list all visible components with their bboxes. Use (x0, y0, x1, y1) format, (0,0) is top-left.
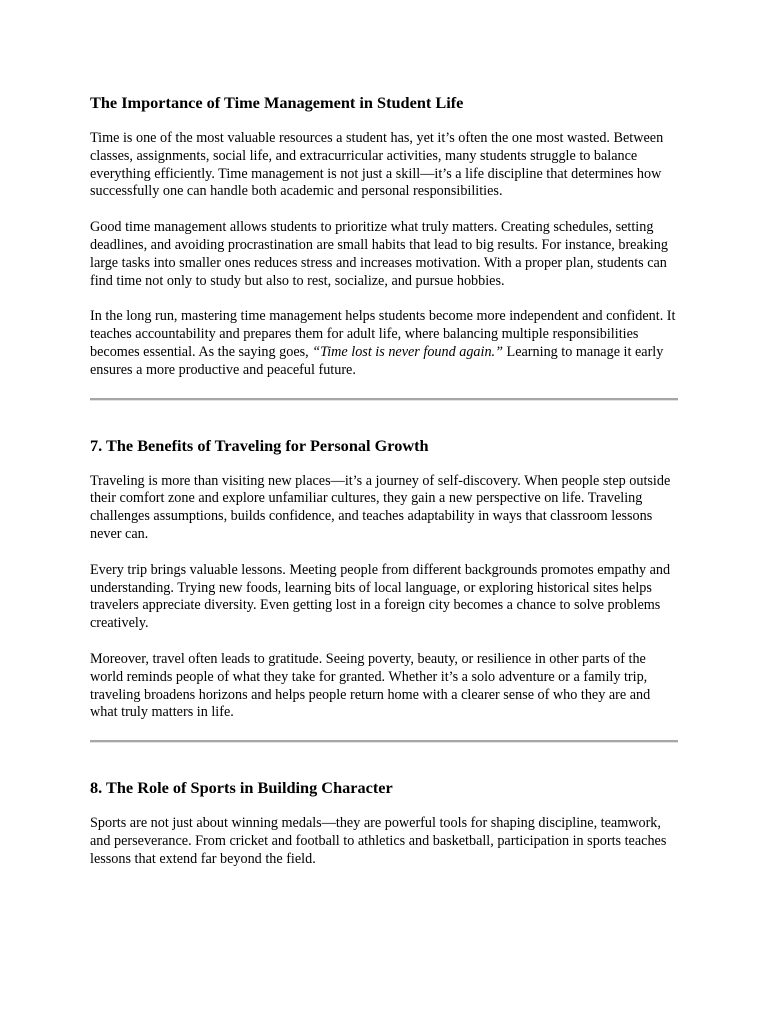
horizontal-divider (90, 398, 678, 401)
paragraph: Traveling is more than visiting new places—it’s a journey of self-discovery. When people step outside their comfort zone and explore unfamiliar cultures, they gain a new perspective on life. Traveling challenges assumptions, builds confidence, and teaches adaptability in ways that classroom lessons never can. (90, 472, 671, 542)
paragraph: Every trip brings valuable lessons. Meeting people from different backgrounds promotes empathy and understanding. Trying new foods, learning bits of local language, or exploring historical sites helps travelers appreciate diversity. Even getting lost in a foreign city becomes a chance to solve problems creatively. (90, 561, 671, 632)
horizontal-divider (90, 740, 678, 743)
document-page (90, 92, 678, 887)
quote: “Time lost is never found again.” (312, 343, 503, 360)
section-heading: The Importance of Time Management in Student Life (90, 93, 464, 112)
paragraph (90, 308, 678, 379)
paragraph-text: Learning to manage it early ensures a more productive and peaceful future. (90, 343, 664, 378)
section-heading: 7. The Benefits of Traveling for Personal Growth (90, 435, 429, 455)
section-sports (90, 777, 678, 868)
paragraph: Sports are not just about winning medals—they are powerful tools for shaping discipline, teamwork, and perseverance. From cricket and football to athletics and basketball, participation in sports teaches lessons that extend far beyond the field. (90, 815, 667, 867)
paragraph-text: In the long run, mastering time management helps students become more independent and confident. It teaches accountability and prepares them for adult life, where balancing multiple responsibilities becomes essential. As the saying goes, (90, 308, 676, 360)
section-traveling (90, 435, 678, 723)
paragraph: Good time management allows students to prioritize what truly matters. Creating schedules, setting deadlines, and avoiding procrastination are small habits that lead to big results. For instance, breaking large tasks into smaller ones reduces stress and increases motivation. With a proper plan, students can find time not only to study but also to rest, socialize, and pursue hobbies. (90, 219, 668, 289)
section-time-management (90, 92, 678, 380)
paragraph: Moreover, travel often leads to gratitude. Seeing poverty, beauty, or resilience in other parts of the world reminds people of what they take for granted. Whether it’s a solo adventure or a family trip, traveling broadens horizons and helps people return home with a clearer sense of who they are and what truly matters in life. (90, 650, 651, 721)
paragraph: Time is one of the most valuable resources a student has, yet it’s often the one most wasted. Between classes, assignments, social life, and extracurricular activities, many students struggle to balance everything efficiently. Time management is not just a skill—it’s a life discipline that determines how successfully one can handle both academic and personal responsibilities. (90, 130, 664, 200)
section-heading: 8. The Role of Sports in Building Character (90, 778, 393, 798)
